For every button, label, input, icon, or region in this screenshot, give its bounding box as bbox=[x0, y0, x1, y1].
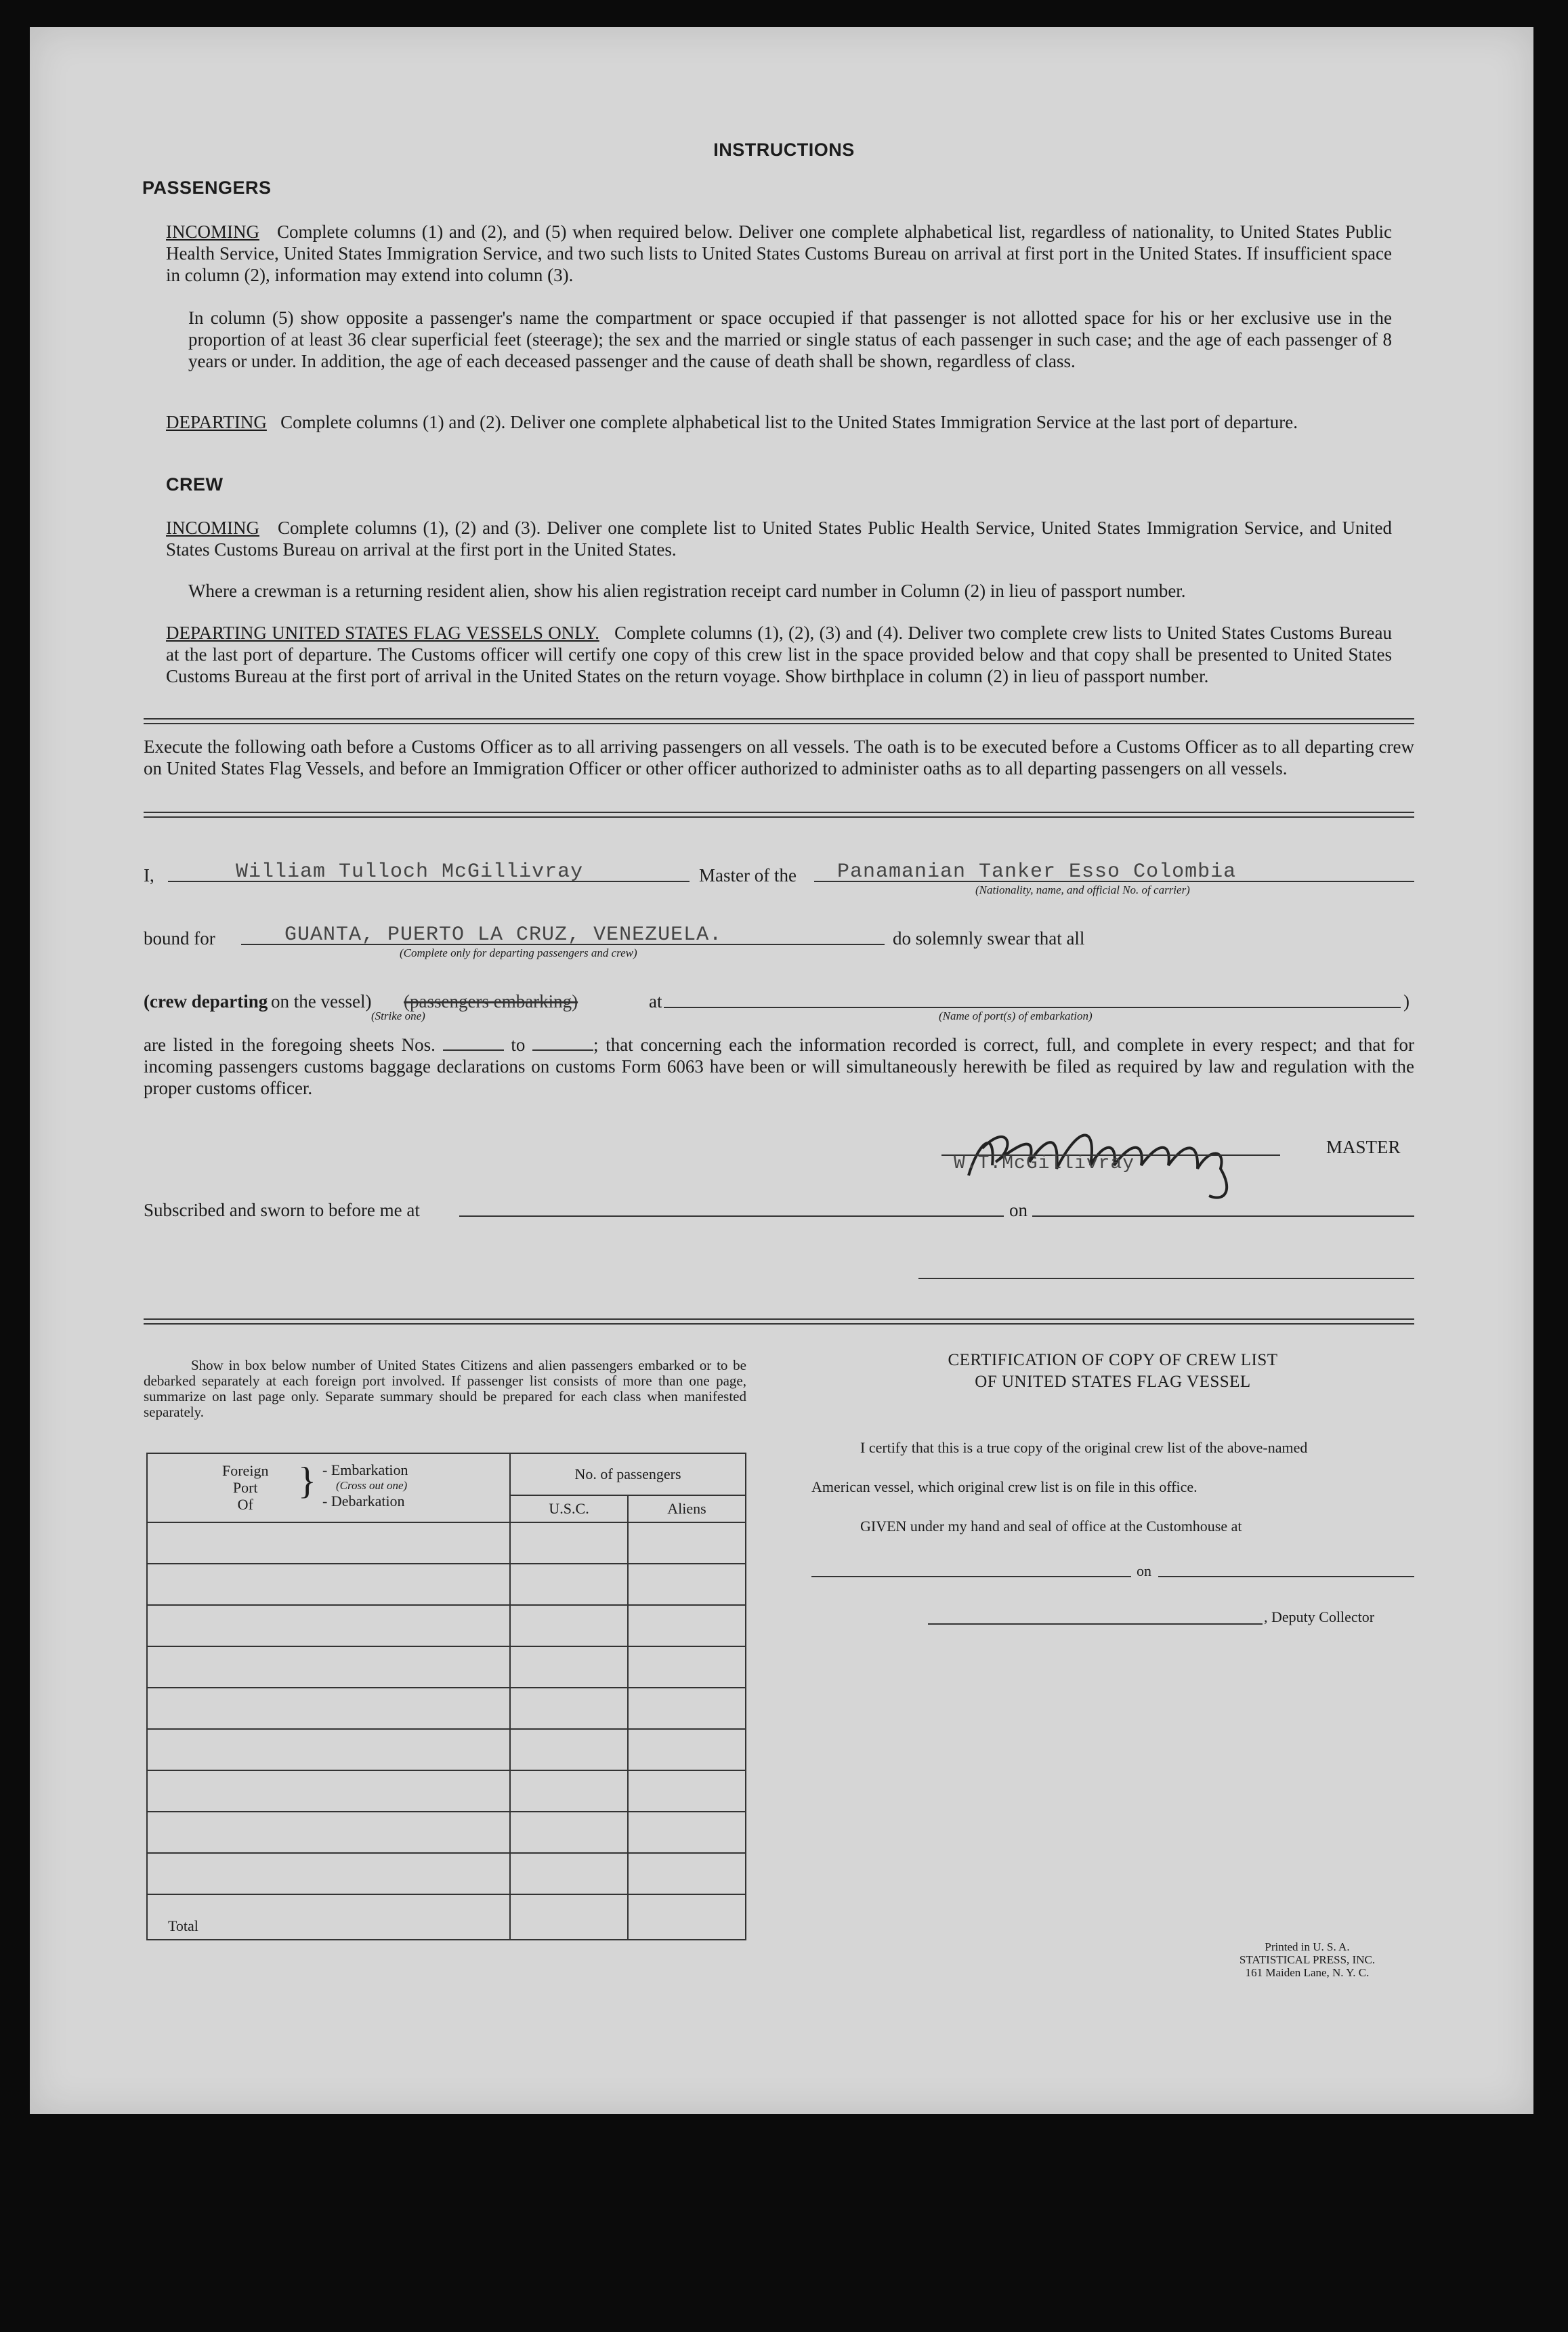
sworn-on-label: on bbox=[1009, 1200, 1027, 1220]
aliens-cell[interactable] bbox=[628, 1605, 746, 1646]
oath-instruction: Execute the following oath before a Customs Officer as to all arriving passengers on all vessels. The oath is to be executed before a Customs Officer as to all departing crew on United States Flag Vessels, and before an Immigration Officer or other officer authorized to administer oaths as to all departing passengers on all vessels. bbox=[144, 736, 1414, 778]
master-of-label: Master of the bbox=[699, 865, 797, 886]
table-row bbox=[147, 1646, 746, 1688]
table-row bbox=[147, 1770, 746, 1812]
strike-caption: (Strike one) bbox=[371, 1009, 425, 1022]
embark-debark-option bbox=[322, 1462, 408, 1509]
cert-on-label: on bbox=[1137, 1562, 1151, 1579]
sworn-date-field[interactable] bbox=[1032, 1215, 1414, 1217]
port-cell[interactable] bbox=[147, 1646, 510, 1688]
port-cell[interactable] bbox=[147, 1564, 510, 1605]
aliens-cell[interactable] bbox=[628, 1564, 746, 1605]
debarkation-option[interactable]: - Debarkation bbox=[322, 1493, 405, 1509]
aliens-cell[interactable] bbox=[628, 1646, 746, 1688]
embarkation-port-field[interactable] bbox=[664, 1007, 1401, 1008]
crew-departing-text: Complete columns (1), (2), (3) and (4). Deliver two complete crew lists to United States Customs Bureau at the last port of departure. The Customs officer will certify one copy of this crew list in the space provided below and that copy shall be presented to United States Customs Bureau at the first port of arrival in the United States on the return voyage. Show birthplace in column (2) in lieu of passport number. bbox=[166, 623, 1393, 686]
port-header-cell bbox=[147, 1453, 510, 1522]
passengers-embarking-struck: (passengers embarking) bbox=[404, 991, 578, 1012]
usc-header: U.S.C. bbox=[510, 1495, 628, 1522]
printer-line-2: STATISTICAL PRESS, INC. bbox=[1239, 1953, 1376, 1966]
passengers-incoming-text: Complete columns (1) and (2), and (5) when required below. Deliver one complete alphabetical list, regardless of nationality, to United States Public Health Service, United States Immigration Service, and two such lists to United States Customs Bureau on arrival at first port in the United States. If insufficient space in column (2), information may extend into column (3). bbox=[166, 222, 1392, 285]
port-cell[interactable] bbox=[147, 1853, 510, 1894]
divider-double-1 bbox=[144, 718, 1414, 724]
signature-typed-name: W.T.McGillivray bbox=[954, 1153, 1135, 1174]
destination-caption: (Complete only for departing passengers and crew) bbox=[400, 946, 637, 959]
crew-incoming-text: Complete columns (1), (2) and (3). Deliver one complete list to United States Public Health Service, United States Immigration Service, and United States Customs Bureau on arrival at the first port in the United States. bbox=[166, 518, 1392, 560]
close-paren: ) bbox=[1403, 991, 1410, 1012]
crew-incoming-label: INCOMING bbox=[166, 518, 259, 538]
printer-line-3: 161 Maiden Lane, N. Y. C. bbox=[1245, 1966, 1370, 1979]
aliens-cell[interactable] bbox=[628, 1522, 746, 1564]
deputy-signature-field[interactable] bbox=[928, 1623, 1263, 1625]
column5-paragraph: In column (5) show opposite a passenger's name the compartment or space occupied if that passenger is not allotted space for his or her exclusive use in the proportion of at least 36 clear superficial feet (steerage); the sex and the married or single status of each passenger in such case; and the age of each passenger of 8 years or under. In addition, the age of each deceased passenger and the cause of death shall be shown, regardless of class. bbox=[188, 308, 1392, 371]
passengers-departing-text: Complete columns (1) and (2). Deliver one complete alphabetical list to the United States Immigration Service at the last port of departure. bbox=[280, 412, 1298, 432]
swear-text: do solemnly swear that all bbox=[893, 928, 1085, 949]
instructions-title: INSTRUCTIONS bbox=[713, 140, 855, 160]
port-cell[interactable] bbox=[147, 1812, 510, 1853]
crew-departing-option: (crew departing bbox=[144, 991, 268, 1012]
total-label: Total bbox=[147, 1894, 510, 1940]
usc-cell[interactable] bbox=[510, 1812, 628, 1853]
customhouse-field[interactable] bbox=[811, 1576, 1131, 1577]
on-vessel-label: on the vessel) bbox=[271, 991, 372, 1012]
port-cell[interactable] bbox=[147, 1770, 510, 1812]
usc-cell[interactable] bbox=[510, 1770, 628, 1812]
foreign-port-of-label bbox=[222, 1462, 268, 1513]
printer-imprint bbox=[1199, 1940, 1416, 1979]
crew-incoming-paragraph bbox=[166, 517, 1392, 560]
usc-cell[interactable] bbox=[510, 1564, 628, 1605]
usc-cell[interactable] bbox=[510, 1688, 628, 1729]
passengers-incoming-paragraph bbox=[166, 221, 1392, 286]
usc-cell[interactable] bbox=[510, 1605, 628, 1646]
listed-text-1: are listed in the foregoing sheets Nos. bbox=[144, 1035, 436, 1055]
master-name-value: William Tulloch McGillivray bbox=[236, 860, 584, 883]
usc-cell[interactable] bbox=[510, 1729, 628, 1770]
crew-heading: CREW bbox=[166, 474, 224, 495]
usc-cell[interactable] bbox=[510, 1522, 628, 1564]
sheet-from-field[interactable] bbox=[443, 1049, 504, 1051]
sheet-to-field[interactable] bbox=[532, 1049, 593, 1051]
cert-date-field[interactable] bbox=[1158, 1576, 1414, 1577]
port-cell[interactable] bbox=[147, 1688, 510, 1729]
passengers-departing-paragraph bbox=[166, 411, 1392, 433]
table-row bbox=[147, 1812, 746, 1853]
sworn-location-field[interactable] bbox=[459, 1215, 1004, 1217]
certify-line-1: I certify that this is a true copy of the original crew list of the above-named bbox=[860, 1439, 1308, 1456]
vessel-caption: (Nationality, name, and official No. of carrier) bbox=[975, 883, 1190, 896]
officer-signature-field[interactable] bbox=[918, 1278, 1414, 1279]
port-caption: (Name of port(s) of embarkation) bbox=[939, 1009, 1093, 1022]
embarkation-option[interactable]: - Embarkation bbox=[322, 1461, 408, 1478]
box-instructions: Show in box below number of United States Citizens and alien passengers embarked or to be debarked separately at each foreign port involved. If passenger list consists of more than one page, summarize on last page only. Separate summary should be prepared for each class when manifested separately. bbox=[144, 1357, 746, 1420]
passengers-incoming-label: INCOMING bbox=[166, 222, 259, 242]
divider-double-3 bbox=[144, 1318, 1414, 1325]
crew-departing-paragraph bbox=[166, 622, 1392, 687]
usc-cell[interactable] bbox=[510, 1853, 628, 1894]
port-cell[interactable] bbox=[147, 1729, 510, 1770]
certification-title bbox=[811, 1350, 1414, 1393]
oath-i-label: I, bbox=[144, 865, 154, 886]
table-row bbox=[147, 1605, 746, 1646]
foreign-label: Foreign bbox=[222, 1462, 269, 1479]
table-row bbox=[147, 1688, 746, 1729]
bound-for-label: bound for bbox=[144, 928, 215, 949]
usc-total-cell[interactable] bbox=[510, 1894, 628, 1940]
given-line: GIVEN under my hand and seal of office at the Customhouse at bbox=[860, 1518, 1242, 1535]
certify-line-2: American vessel, which original crew list is on file in this office. bbox=[811, 1478, 1198, 1495]
master-signature bbox=[941, 1101, 1321, 1203]
certification-title-1: CERTIFICATION OF COPY OF CREW LIST bbox=[948, 1351, 1278, 1369]
port-summary-table bbox=[146, 1453, 746, 1940]
divider-double-2 bbox=[144, 812, 1414, 818]
vessel-value: Panamanian Tanker Esso Colombia bbox=[837, 860, 1237, 883]
subscribed-label: Subscribed and sworn to before me at bbox=[144, 1200, 420, 1220]
aliens-cell[interactable] bbox=[628, 1770, 746, 1812]
table-row bbox=[147, 1729, 746, 1770]
brace-icon: } bbox=[298, 1460, 316, 1502]
aliens-total-cell[interactable] bbox=[628, 1894, 746, 1940]
at-label: at bbox=[649, 991, 662, 1012]
deputy-collector-label: , Deputy Collector bbox=[1264, 1608, 1375, 1625]
total-row bbox=[147, 1894, 746, 1940]
cross-out-caption: (Cross out one) bbox=[336, 1479, 408, 1492]
of-label: Of bbox=[237, 1496, 253, 1513]
port-cell[interactable] bbox=[147, 1605, 510, 1646]
destination-value: GUANTA, PUERTO LA CRUZ, VENEZUELA. bbox=[284, 923, 723, 946]
master-label: MASTER bbox=[1326, 1137, 1401, 1157]
table-row bbox=[147, 1522, 746, 1564]
port-cell[interactable] bbox=[147, 1522, 510, 1564]
table-row bbox=[147, 1853, 746, 1894]
no-of-passengers-header: No. of passengers bbox=[510, 1453, 746, 1495]
passengers-departing-label: DEPARTING bbox=[166, 412, 267, 432]
oath-listed-paragraph bbox=[144, 1034, 1414, 1099]
printer-line-1: Printed in U. S. A. bbox=[1265, 1940, 1350, 1953]
crew-departing-label: DEPARTING UNITED STATES FLAG VESSELS ONLY. bbox=[166, 623, 599, 643]
port-label: Port bbox=[232, 1479, 258, 1496]
to-label: to bbox=[511, 1035, 526, 1055]
aliens-cell[interactable] bbox=[628, 1853, 746, 1894]
passengers-heading: PASSENGERS bbox=[142, 178, 272, 198]
aliens-header: Aliens bbox=[628, 1495, 746, 1522]
aliens-cell[interactable] bbox=[628, 1812, 746, 1853]
aliens-cell[interactable] bbox=[628, 1729, 746, 1770]
listed-text-2: ; that concerning each the information recorded is correct, full, and complete in every respect; and that for incoming passengers customs baggage declarations on customs Form 6063 have been or will simultaneously herewith be filed as required by law and regulation with the proper customs officer. bbox=[144, 1035, 1415, 1098]
resident-alien-paragraph: Where a crewman is a returning resident alien, show his alien registration receipt card number in Column (2) in lieu of passport number. bbox=[188, 581, 1186, 601]
usc-cell[interactable] bbox=[510, 1646, 628, 1688]
certification-title-2: OF UNITED STATES FLAG VESSEL bbox=[975, 1373, 1251, 1391]
aliens-cell[interactable] bbox=[628, 1688, 746, 1729]
table-row bbox=[147, 1564, 746, 1605]
